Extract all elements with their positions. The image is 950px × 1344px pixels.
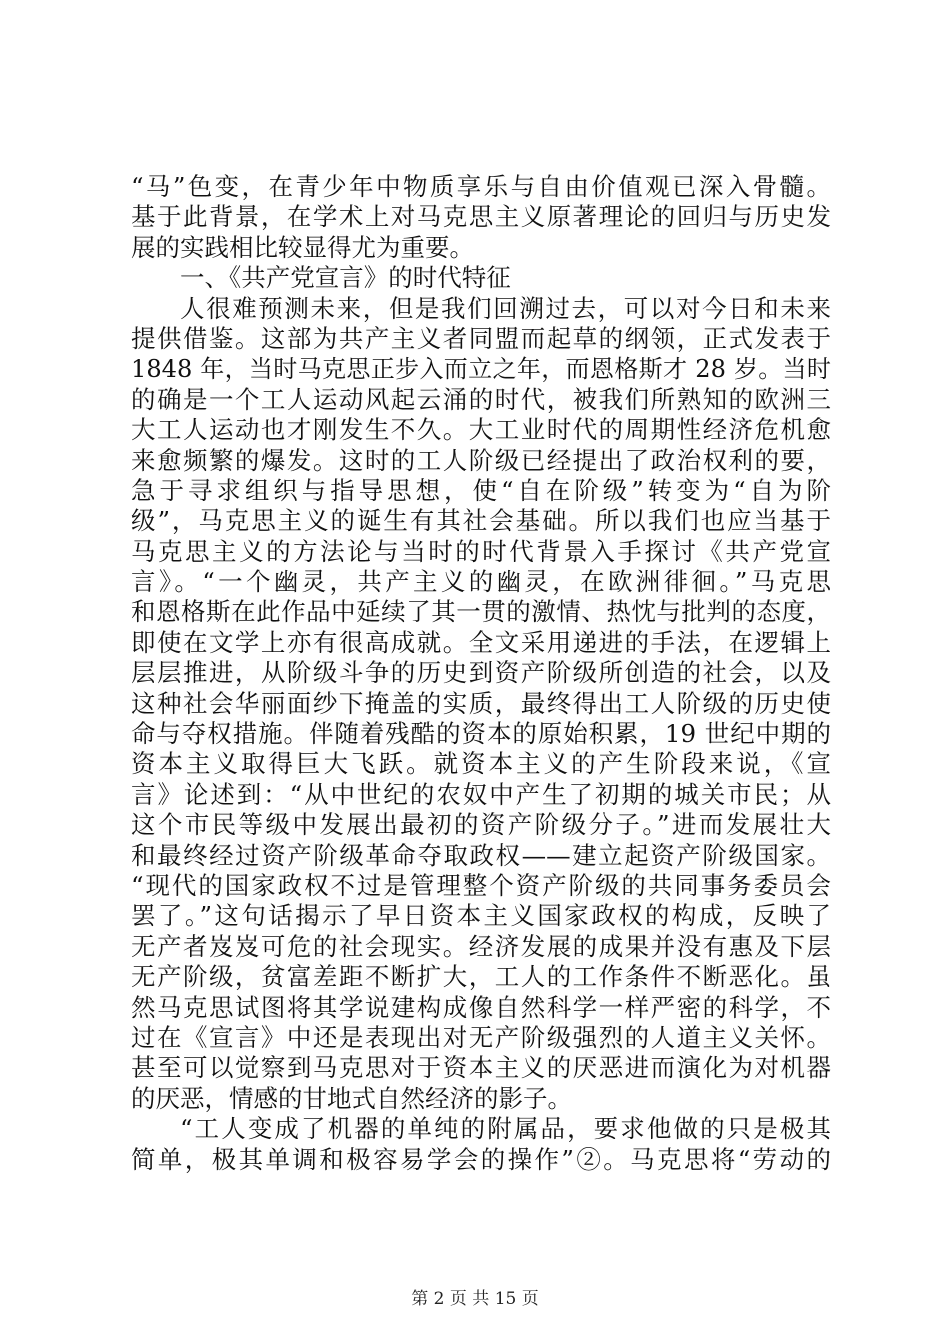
- text-line: 言》。“一个幽灵，共产主义的幽灵，在欧洲徘徊。”马克思: [131, 567, 831, 597]
- text-line: 展的实践相比较显得尤为重要。: [131, 232, 474, 262]
- text-line: 甚至可以觉察到马克思对于资本主义的厌恶进而演化为对机器: [131, 1053, 831, 1083]
- text-line: 这种社会华丽面纱下掩盖的实质，最终得出工人阶级的历史使: [131, 688, 831, 718]
- text-line: 言》论述到：“从中世纪的农奴中产生了初期的城关市民；从: [131, 779, 831, 809]
- text-line: 1848 年，当时马克思正步入而立之年，而恩格斯才 28 岁。当时: [131, 355, 831, 384]
- text-line: 层层推进，从阶级斗争的历史到资产阶级所创造的社会，以及: [131, 658, 831, 688]
- text-line: 基于此背景，在学术上对马克思主义原著理论的回归与历史发: [131, 202, 831, 232]
- text-line: 和最终经过资产阶级革命夺取政权——建立起资产阶级国家。: [131, 840, 831, 870]
- body-text: [131, 172, 831, 1175]
- text-line: 然马克思试图将其学说建构成像自然科学一样严密的科学，不: [131, 992, 831, 1022]
- text-line: 这个市民等级中发展出最初的资产阶级分子。”进而发展壮大: [131, 810, 831, 840]
- page-footer: 第 2 页 共 15 页: [411, 1289, 539, 1309]
- text-line: 和恩格斯在此作品中延续了其一贯的激情、热忱与批判的态度，: [131, 597, 831, 627]
- text-line: 来愈频繁的爆发。这时的工人阶级已经提出了政治权利的要，: [131, 445, 831, 475]
- text-line: 人很难预测未来，但是我们回溯过去，可以对今日和未来: [180, 293, 831, 323]
- text-line: 简单，极其单调和极容易学会的操作”②。马克思将“劳动的: [131, 1144, 831, 1174]
- text-line: 急于寻求组织与指导思想，使“自在阶级”转变为“自为阶: [131, 475, 831, 505]
- text-line: 命与夺权措施。伴随着残酷的资本的原始积累，19 世纪中期的: [131, 719, 831, 749]
- text-line: “马”色变，在青少年中物质享乐与自由价值观已深入骨髓。: [131, 172, 831, 201]
- text-line: 的厌恶，情感的甘地式自然经济的影子。: [131, 1083, 572, 1113]
- text-line: 级”，马克思主义的诞生有其社会基础。所以我们也应当基于: [131, 506, 831, 536]
- text-line: 的确是一个工人运动风起云涌的时代，被我们所熟知的欧洲三: [131, 384, 831, 414]
- text-line: 马克思主义的方法论与当时的时代背景入手探讨《共产党宣: [131, 536, 831, 566]
- text-line: “工人变成了机器的单纯的附属品，要求他做的只是极其: [180, 1114, 831, 1144]
- text-line: 罢了。”这句话揭示了早日资本主义国家政权的构成，反映了: [131, 901, 831, 931]
- text-line: 即使在文学上亦有很高成就。全文采用递进的手法，在逻辑上: [131, 627, 831, 657]
- text-line: 过在《宣言》中还是表现出对无产阶级强烈的人道主义关怀。: [131, 1022, 831, 1052]
- text-line: 提供借鉴。这部为共产主义者同盟而起草的纲领，正式发表于: [131, 323, 831, 353]
- text-line: 大工人运动也才刚发生不久。大工业时代的周期性经济危机愈: [131, 415, 831, 445]
- text-line: 资本主义取得巨大飞跃。就资本主义的产生阶段来说，《宣: [131, 749, 831, 779]
- text-line: “现代的国家政权不过是管理整个资产阶级的共同事务委员会: [131, 870, 831, 900]
- text-line: 一、《共产党宣言》的时代特征: [180, 263, 511, 293]
- text-line: 无产阶级，贫富差距不断扩大，工人的工作条件不断恶化。虽: [131, 962, 831, 992]
- text-line: 无产者岌岌可危的社会现实。经济发展的成果并没有惠及下层: [131, 931, 831, 961]
